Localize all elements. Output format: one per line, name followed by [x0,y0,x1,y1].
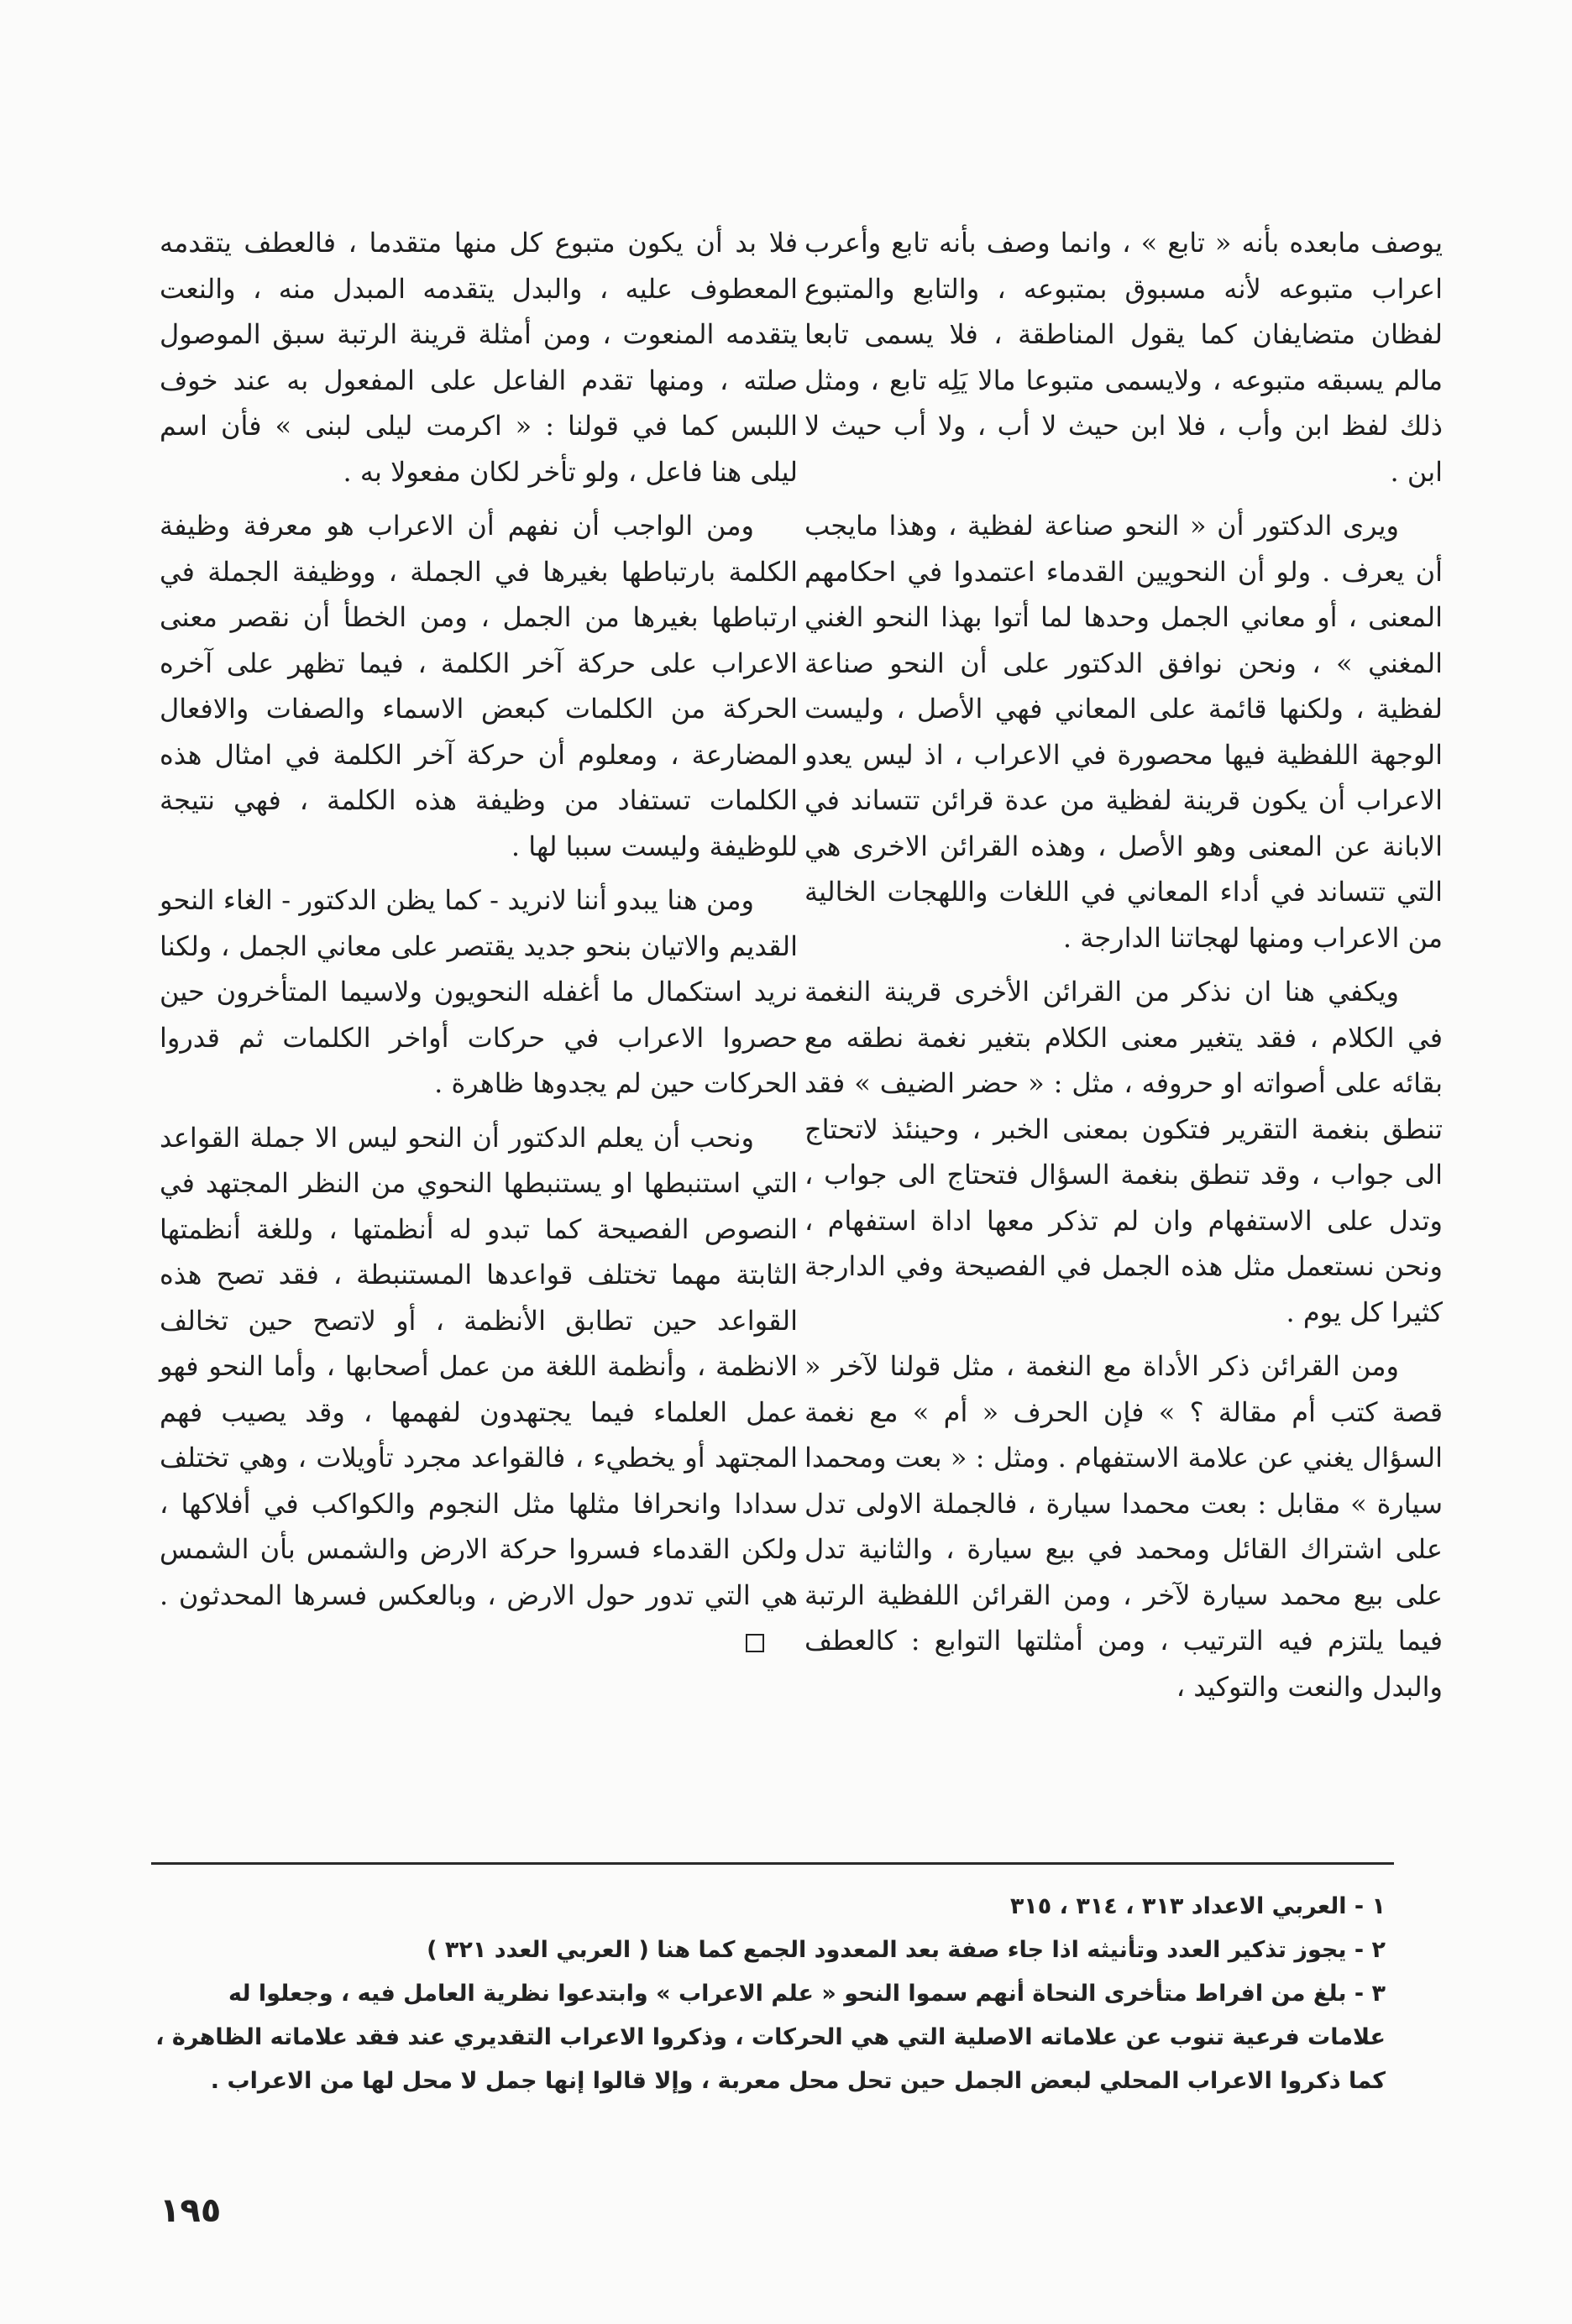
page-number: ١٩٥ [160,2191,222,2230]
paragraph: ومن القرائن ذكر الأداة مع النغمة ، مثل قولنا لآخر « قصة كتب أم مقالة ؟ » فإن الحرف « أم » مع نغمة السؤال يغني عن علامة الاستفهام . ومثل : « بعت ومحمدا سيارة » مقابل : بعت محمدا سيارة ، فالجملة الاولى تدل على اشتراك القائل ومحمد في بيع سيارة ، والثانية تدل على بيع محمد سيارة لآخر ، ومن القرائن اللفظية الرتبة فيما يلتزم فيه الترتيب ، ومن أمثلتها التوابع : كالعطف والبدل والنعت والتوكيد ، [804,1350,1443,1703]
paragraph-with-end-mark [160,1115,798,1664]
text-column-left [160,220,798,1672]
paragraph: ومن الواجب أن نفهم أن الاعراب هو معرفة وظيفة الكلمة بارتباطها بغيرها في الجملة ، ووظيفة الجملة في ارتباطها بغيرها من الجمل ، ومن الخطأ أن نقصر معنى الاعراب على حركة آخر الكلمة ، فيما تظهر على آخره الحركة من الكلمات كبعض الاسماء والصفات والافعال المضارعة ، ومعلوم أن حركة آخر الكلمة في امثال هذه الكلمات تستفاد من وظيفة هذه الكلمة ، فهي نتيجة للوظيفة وليست سببا لها . [160,510,799,862]
footnote-2: ٢ - يجوز تذكير العدد وتأنيثه اذا جاء صفة بعد المعدود الجمع كما هنا ( العربي العدد ٣٢١ ) [427,1937,1386,1963]
footnote-divider [151,1862,1394,1865]
end-of-article-square-icon [746,1634,764,1652]
paragraph: يوصف مابعده بأنه « تابع » ، وانما وصف بأنه تابع وأعرب اعراب متبوعه لأنه مسبوق بمتبوعه ، والتابع والمتبوع لفظان متضايفان كما يقول المناطقة ، فلا يسمى تابعا مالم يسبقه متبوعه ، ولايسمى متبوعا مالا يَلِه تابع ، ومثل ذلك لفظ ابن وأب ، فلا ابن حيث لا أب ، ولا أب حيث لا ابن . [804,227,1444,488]
footnote-1: ١ - العربي الاعداد ٣١٣ ، ٣١٤ ، ٣١٥ [1009,1893,1386,1919]
footnotes [151,1885,1386,2103]
paragraph-text: ونحب أن يعلم الدكتور أن النحو ليس الا جملة القواعد التي استنبطها او يستنبطها النحوي من النظر المجتهد في النصوص الفصيحة كما تبدو له أنظمتها ، وللغة أنظمتها الثابتة مهما تختلف قواعدها المستنبطة ، فقد تصح هذه القواعد حين تطابق الأنظمة ، أو لاتصح حين تخالف الانظمة ، وأنظمة اللغة من عمل أصحابها ، وأما النحو فهو عمل العلماء فيما يجتهدون لفهمها ، وقد يصيب فهم المجتهد أو يخطيء ، فالقواعد مجرد تأويلات ، وهي تختلف سدادا وانحرافا مثلها مثل النجوم والكواكب في أفلاكها ، ولكن القدماء فسروا حركة الارض والشمس بأن الشمس هي التي تدور حول الارض ، وبالعكس فسرها المحدثون . [160,1121,799,1611]
footnote-3: ٣ - بلغ من افراط متأخرى النحاة أنهم سموا النحو « علم الاعراب » وابتدعوا نظرية العامل فيه ، وجعلوا له علامات فرعية تنوب عن علاماته الاصلية التي هي الحركات ، وذكروا الاعراب التقديري عند فقد علاماته الظاهرة ، كما ذكروا الاعراب المحلي لبعض الجمل حين تحل محل معربة ، وإلا قالوا إنها جمل لا محل لها من الاعراب . [155,1981,1386,2094]
paragraph: فلا بد أن يكون متبوع كل منها متقدما ، فالعطف يتقدمه المعطوف عليه ، والبدل يتقدمه المبدل منه ، والنعت يتقدمه المنعوت ، ومن أمثلة قرينة الرتبة سبق الموصول صلته ، ومنها تقدم الفاعل على المفعول به عند خوف اللبس كما في قولنا : « اكرمت ليلى لبنى » فأن اسم ليلى هنا فاعل ، ولو تأخر لكان مفعولا به . [160,227,799,488]
paragraph: ومن هنا يبدو أننا لانريد - كما يظن الدكتور - الغاء النحو القديم والاتيان بنحو جديد يقتصر على معاني الجمل ، ولكنا نريد استكمال ما أغفله النحويون ولاسيما المتأخرون حين حصروا الاعراب في حركات أواخر الكلمات ثم قدروا الحركات حين لم يجدوها ظاهرة . [160,884,799,1099]
paragraph: ويرى الدكتور أن « النحو صناعة لفظية ، وهذا مايجب أن يعرف . ولو أن النحويين القدماء اعتمدوا في احكامهم المعنى ، أو معاني الجمل وحدها لما أتوا بهذا النحو الغني المغني » ، ونحن نوافق الدكتور على أن النحو صناعة لفظية ، ولكنها قائمة على المعاني فهي الأصل ، وليست الوجهة اللفظية فيها محصورة في الاعراب ، اذ ليس يعدو الاعراب أن يكون قرينة لفظية من عدة قرائن تتساند في الابانة عن المعنى وهو الأصل ، وهذه القرائن الاخرى هي التي تتساند في أداء المعاني في اللغات واللهجات الخالية من الاعراب ومنها لهجاتنا الدارجة . [804,510,1444,954]
paragraph: ويكفي هنا ان نذكر من القرائن الأخرى قرينة النغمة في الكلام ، فقد يتغير معنى الكلام بتغير نغمة نطقه مع بقائه على أصواته او حروفه ، مثل : « حضر الضيف » فقد تنطق بنغمة التقرير فتكون بمعنى الخبر ، وحينئذ لاتحتاج الى جواب ، وقد تنطق بنغمة السؤال فتحتاج الى جواب ، وتدل على الاستفهام وان لم تذكر معها اداة استفهام ، ونحن نستعمل مثل هذه الجمل في الفصيحة وفي الدارجة كثيرا كل يوم . [804,976,1443,1328]
text-column-right [804,220,1443,1718]
